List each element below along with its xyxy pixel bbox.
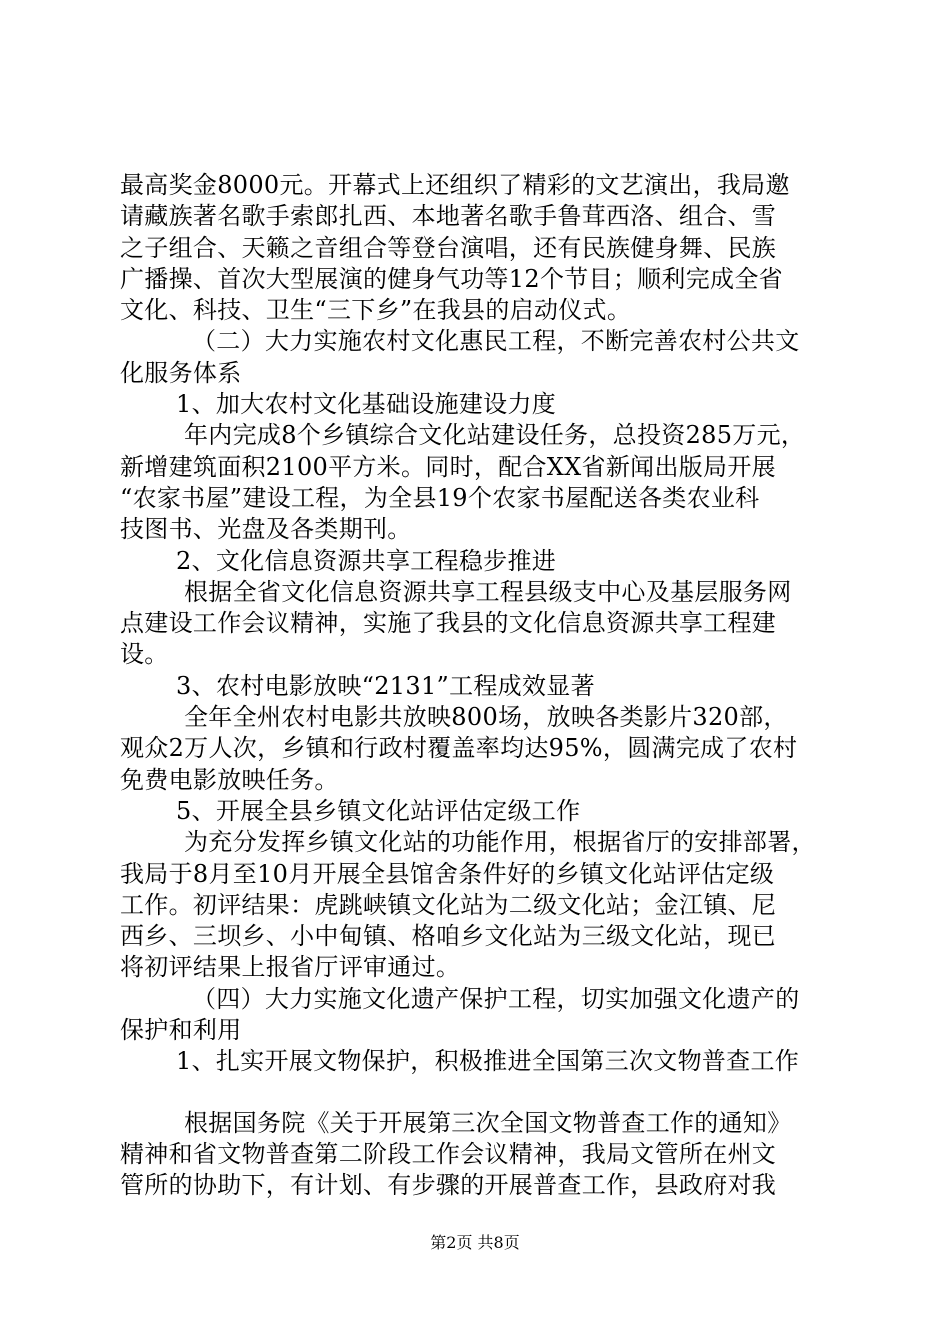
text-line: “农家书屋”建设工程，为全县19个农家书屋配送各类农业科 — [120, 483, 760, 512]
text-line: 我局于8月至10月开展全县馆舍条件好的乡镇文化站评估定级 — [120, 859, 775, 888]
page-number-footer: 第2页 共8页 — [430, 1233, 520, 1252]
text-line: 点建设工作会议精神，实施了我县的文化信息资源共享工程建 — [120, 609, 777, 638]
text-line: 请藏族著名歌手索郎扎西、本地著名歌手鲁茸西洛、组合、雪 — [120, 202, 777, 231]
paragraph-start: 根据国务院《关于开展第三次全国文物普查工作的通知》 — [184, 1108, 792, 1137]
subsection-heading: 2、文化信息资源共享工程稳步推进 — [176, 546, 557, 575]
section-heading: （二）大力实施农村文化惠民工程，不断完善农村公共文 — [192, 327, 800, 356]
text-line: 免费电影放映任务。 — [120, 765, 339, 794]
text-line: 管所的协助下，有计划、有步骤的开展普查工作，县政府对我 — [120, 1171, 777, 1200]
text-line: 工作。初评结果：虎跳峡镇文化站为二级文化站；金江镇、尼 — [120, 890, 777, 919]
blank-gap — [120, 1078, 840, 1108]
subsection-heading: 1、扎实开展文物保护，积极推进全国第三次文物普查工作 — [176, 1047, 800, 1076]
paragraph-start: 为充分发挥乡镇文化站的功能作用，根据省厅的安排部署， — [184, 828, 816, 857]
subsection-heading: 1、加大农村文化基础设施建设力度 — [176, 390, 557, 419]
section-heading: （四）大力实施文化遗产保护工程，切实加强文化遗产的 — [192, 984, 800, 1013]
paragraph-start: 根据全省文化信息资源共享工程县级支中心及基层服务网 — [184, 577, 792, 606]
text-line: 之子组合、天籁之音组合等登台演唱，还有民族健身舞、民族 — [120, 233, 777, 262]
text-line: 新增建筑面积2100平方米。同时，配合XX省新闻出版局开展 — [120, 452, 776, 481]
section-heading-cont: 保护和利用 — [120, 1016, 242, 1045]
paragraph-start: 全年全州农村电影共放映800场，放映各类影片320部， — [184, 703, 788, 732]
document-body — [120, 170, 840, 1202]
text-line: 广播操、首次大型展演的健身气功等12个节目；顺利完成全省 — [120, 264, 783, 293]
text-line: 观众2万人次，乡镇和行政村覆盖率均达95%，圆满完成了农村 — [120, 734, 798, 763]
text-line: 西乡、三坝乡、小中甸镇、格咱乡文化站为三级文化站，现已 — [120, 922, 777, 951]
subsection-heading: 5、开展全县乡镇文化站评估定级工作 — [176, 796, 581, 825]
text-line: 文化、科技、卫生“三下乡”在我县的启动仪式。 — [120, 296, 632, 325]
section-heading-cont: 化服务体系 — [120, 358, 242, 387]
text-line: 将初评结果上报省厅评审通过。 — [120, 953, 461, 982]
text-line: 精神和省文物普查第二阶段工作会议精神，我局文管所在州文 — [120, 1139, 777, 1168]
text-line: 最高奖金8000元。开幕式上还组织了精彩的文艺演出，我局邀 — [120, 171, 790, 199]
subsection-heading: 3、农村电影放映“2131”工程成效显著 — [176, 671, 595, 700]
paragraph-start: 年内完成8个乡镇综合文化站建设任务，总投资285万元， — [184, 421, 806, 450]
text-line: 技图书、光盘及各类期刊。 — [120, 515, 412, 544]
text-line: 设。 — [120, 640, 169, 669]
